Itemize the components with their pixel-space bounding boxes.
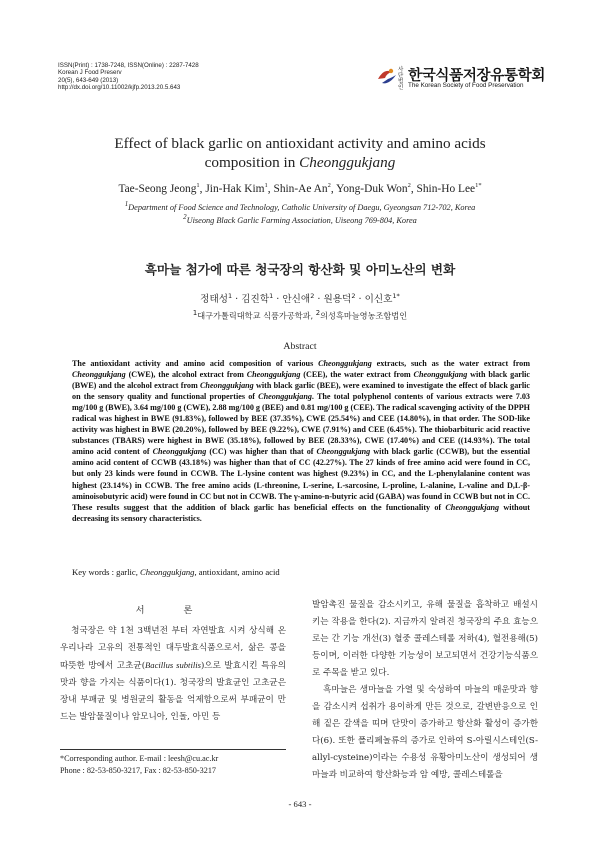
- abstract-segment: with black garlic (BWE) and the alcohol extract from: [72, 370, 530, 391]
- abstract-segment: The antioxidant activity and amino acid composition of various: [72, 359, 319, 368]
- title-line-1: Effect of black garlic on antioxidant activity and amino acids: [114, 135, 486, 152]
- abstract-segment: (CWE), the alcohol extract from: [125, 370, 247, 380]
- abstract-segment: (CC) was higher than that of: [206, 447, 317, 457]
- author-affil-mark-ko: 2: [310, 291, 315, 300]
- intro-left-segment: )으로 발효시킨 특유의 맛과 향을 가지는 식품이다(1). 청국장의 발효균인 고초균은 장내 부패균 및 병원균의 활동을 억제함으로써 부패균이 만드는 발암물질이나 암모니아, 인돌, 아민 등: [60, 661, 286, 722]
- journal-meta: [58, 62, 199, 91]
- abstract-body: [72, 358, 530, 524]
- title-line-2-italic: Cheonggukjang: [299, 154, 396, 171]
- abstract-segment: Cheonggukjang: [413, 370, 468, 380]
- abstract-segment: Cheonggukjang: [72, 370, 126, 380]
- author-affil-mark: 1: [196, 182, 200, 189]
- author-name: Shin-Ho Lee: [416, 182, 476, 195]
- affiliation-ko: $^1$대구가톨릭대학교 식품가공학과, $^2$의성흑마늘영농조합법인: [192, 309, 408, 321]
- abstract-segment: extracts, such as the water extract from: [371, 359, 530, 368]
- author-list-ko: 정태성$^1$ · 김진학$^1$ · 안신애$^2$ · 원용덕$^2$ · 이신호$^{1*}$: [200, 291, 400, 305]
- intro-left-segment: Bacillus subtilis: [145, 660, 201, 670]
- society-small-label: 사단 법인: [398, 67, 404, 91]
- abstract-segment: (CEE), the water extract from: [300, 370, 414, 380]
- society-logo: [376, 64, 576, 90]
- abstract-segment: Cheonggukjang: [445, 502, 500, 512]
- society-name-en: The Korean Society of Food Preservation: [408, 82, 524, 89]
- abstract-segment: with black garlic (BEE), were examined to investigate the effect of black garlic on the sensory quality and functional properties of: [72, 381, 530, 402]
- keywords-items: [116, 567, 280, 577]
- author-name-ko: 김진학: [241, 294, 270, 305]
- footnote-phone: Phone : 82-53-850-3217, Fax : 82-53-850-3217: [60, 766, 217, 775]
- author-name: Yong-Duk Won: [336, 182, 408, 195]
- society-emblem-icon: [376, 66, 398, 86]
- author-affil-mark: 2: [407, 182, 411, 189]
- intro-paragraph: 흑마늘은 생마늘을 가열 및 숙성하여 마늘의 매운맛과 향을 감소시켜 섭취가 용이하게 만든 것으로, 갈변반응으로 인해 짙은 갈색을 띠며 단맛이 증가하고 항산화 활성이 증가한다(6). 또한 폴리페놀류의 증가로 인하여 S-아릴시스테인(S-allyl-cysteine)이라는 수용성 유황아미노산이 생성되어 생마늘과 비교하여 항산화능과 암 예방, 콜레스테롤을: [312, 685, 538, 780]
- abstract-segment: Cheonggukjang: [152, 447, 207, 457]
- affiliation-2: $^2$Uiseong Black Garlic Farming Association, Uiseong 769-804, Korea: [183, 214, 417, 225]
- society-name-ko: 한국식품저장유통학회: [408, 68, 546, 84]
- author-list-en: Tae-Seong Jeong$^1$, Jin-Hak Kim$^1$, Shin-Ae An$^2$, Yong-Duk Won$^2$, Shin-Ho Lee$^{1*}$: [118, 182, 482, 195]
- intro-left-segment: 청국장은 약 1천 3백년전 부터 자연발효 시켜 상식해 온 우리나라 고유의 전통적인 대두발효식품으로서, 삶은 콩을 따뜻한 방에서 고초균(: [60, 626, 286, 671]
- introduction-left-column: [60, 623, 286, 726]
- abstract-segment: Cheonggukjang: [316, 447, 371, 457]
- footnote-divider: [60, 749, 286, 750]
- author-name-ko: 원용덕: [323, 294, 352, 305]
- author-name-ko: 정태성: [200, 294, 228, 305]
- author-affil-mark: 2: [327, 182, 331, 189]
- volume-pages: 20(5), 643-649 (2013): [58, 76, 119, 84]
- author-name: Shin-Ae An: [273, 182, 328, 195]
- author-name-ko: 이신호: [364, 294, 393, 305]
- author-name: Jin-Hak Kim: [205, 182, 265, 195]
- abstract-segment: Cheonggukjang: [200, 381, 254, 391]
- keyword-segment: garlic,: [116, 567, 141, 577]
- author-affil-mark-ko: 1: [227, 291, 233, 300]
- title-line-2-prefix: composition in: [204, 154, 300, 171]
- page-number: - 643 -: [288, 799, 312, 809]
- abstract-segment: Cheonggukjang: [258, 392, 312, 402]
- abstract-segment: without decreasing its sensory characteristics.: [72, 502, 530, 523]
- abstract-heading: Abstract: [283, 341, 317, 352]
- keyword-segment: , antioxidant, amino acid: [194, 567, 280, 577]
- korean-title: 흑마늘 첨가에 따른 청국장의 항산화 및 아미노산의 변화: [144, 262, 456, 277]
- author-affil-mark-ko: 1*: [392, 291, 400, 300]
- intro-paragraph: 발암촉진 물질을 감소시키고, 유해 물질을 흡착하고 배설시키는 작용을 한다(2). 지금까지 알려진 청국장의 주요 효능으로는 간 기능 개선(3) 혈중 콜레스테롤 저하(4), 혈전용해(5) 등이며, 이러한 다양한 기능성이 보고되면서 건강기능식품으로 주목을 받고 있다.: [312, 600, 538, 678]
- author-name-ko: 안신애: [282, 294, 311, 305]
- author-affil-mark-ko: 1: [269, 291, 274, 300]
- section-heading-introduction: 서 론: [135, 605, 211, 616]
- footnote-email: *Corresponding author. E-mail : leesh@cu.ac.kr: [60, 754, 219, 763]
- keywords-label: Key words :: [72, 567, 117, 577]
- author-name: Tae-Seong Jeong: [118, 182, 197, 195]
- keyword-segment: Cheonggukjang: [140, 567, 195, 577]
- author-affil-mark: 1*: [475, 182, 482, 189]
- abstract-segment: Cheonggukjang: [246, 370, 301, 380]
- title-line-2: [40, 153, 560, 172]
- author-affil-mark: 1: [264, 182, 268, 189]
- affiliation-1: $^1$Department of Food Science and Technology, Catholic University of Daegu, Gyeongsan 712-702, Korea: [124, 201, 476, 212]
- paper-title: [40, 134, 560, 172]
- author-affil-mark-ko: 2: [351, 291, 356, 300]
- abstract-segment: . The total polyphenol contents of various extracts were 7.03 mg/100 g (BWE), 3.64 mg/100 g (CWE), 2.88 mg/100 g (BEE) and 0.81 mg/100 g (CEE). The radical scavenging activity of the DPPH radical was highest in BWE (91.83%), followed by BEE (37.35%), CWE (25.54%) and CEE (14.80%), in that order. The SOD-like activity was highest in BWE (20.20%), followed by BEE (9.22%), CWE (7.91%) and CEE (6.45%). The thiobarbituric acid reactive substances (TBARS) were highest in BWE (35.18%), followed by BEE (28.33%), CWE (17.40%) and CEE ((14.93%). The total amino acid content of: [72, 392, 530, 457]
- journal-abbrev: Korean J Food Preserv: [58, 69, 122, 77]
- issn-line: ISSN(Print) : 1738-7248, ISSN(Online) : 2287-7428: [58, 62, 199, 69]
- introduction-right-column: [312, 597, 538, 784]
- keywords: [72, 567, 280, 577]
- corresponding-footnote: [60, 753, 218, 777]
- abstract-segment: Cheonggukjang: [318, 359, 372, 368]
- abstract-segment: with black garlic (CCWB), but the essential amino acid content of CCWB (43.18%) was higher than that of CC (42.27%). The 27 kinds of free amino acid were found in CC, but only 23 kinds were found in CCWB. The L-lysine content was highest (9.23%) in CC, and the L-phenylalanine content was highest (23.14%) in CCWB. The free amino acids (L-threonine, L-serine, L-sarcosine, L-proline, L-alanine, L-valine and D,L-β-aminoisobutyric acid) were found in CC but not in CCWB. The γ-amino-n-butyric acid (GABA) was found in CCWB but not in CC. These results suggest that the addition of black garlic has beneficial effects on the functionality of: [72, 447, 531, 512]
- doi-link[interactable]: http://dx.doi.org/10.11002/kjfp.2013.20.5.643: [58, 83, 181, 91]
